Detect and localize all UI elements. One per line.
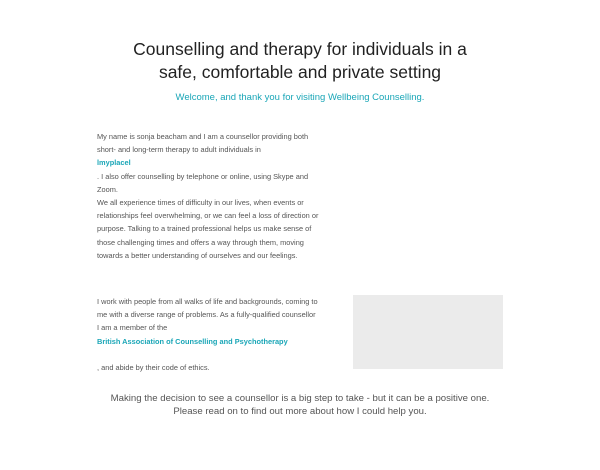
about-text-before-link: I work with people from all walks of life and backgrounds, coming to me with a diverse range of problems. As a fully-qualified counsellor I am a member of the [97, 297, 318, 333]
bacp-link[interactable]: British Association of Counselling and Psychotherapy [97, 336, 288, 346]
welcome-message: Welcome, and thank you for visiting Wellbeing Counselling. [175, 92, 425, 103]
about-paragraph [97, 295, 319, 348]
intro-text-after-link: . I also offer counselling by telephone or online, using Skype and Zoom. [97, 171, 309, 194]
location-link[interactable]: lmyplacel [97, 158, 131, 168]
page-title [0, 38, 600, 84]
closing-message [0, 393, 600, 418]
page-title-line-1: Counselling and therapy for individuals in a [133, 39, 467, 59]
closing-line-1: Making the decision to see a counsellor is a big step to take - but it can be a positive one. [110, 393, 490, 404]
image-placeholder [353, 295, 503, 369]
intro-text-before-link: My name is sonja beacham and I am a counsellor providing both short- and long-term therapy to adult individuals in [97, 132, 309, 155]
intro-paragraph-1 [97, 130, 319, 196]
page-title-line-2: safe, comfortable and private setting [158, 62, 442, 82]
intro-section [97, 130, 319, 262]
about-section [97, 295, 319, 374]
intro-paragraph-2: We all experience times of difficulty in our lives, when events or relationships feel overwhelming, or we can feel a loss of direction or purpose. Talking to a trained professional helps us make sense of those challenging times and offers a way through them, moving towards a better understanding of ourselves and our feelings. [97, 198, 319, 260]
closing-line-2: Please read on to find out more about how I could help you. [173, 405, 427, 417]
spacer [97, 348, 319, 361]
about-text-after-link: , and abide by their code of ethics. [97, 362, 210, 372]
